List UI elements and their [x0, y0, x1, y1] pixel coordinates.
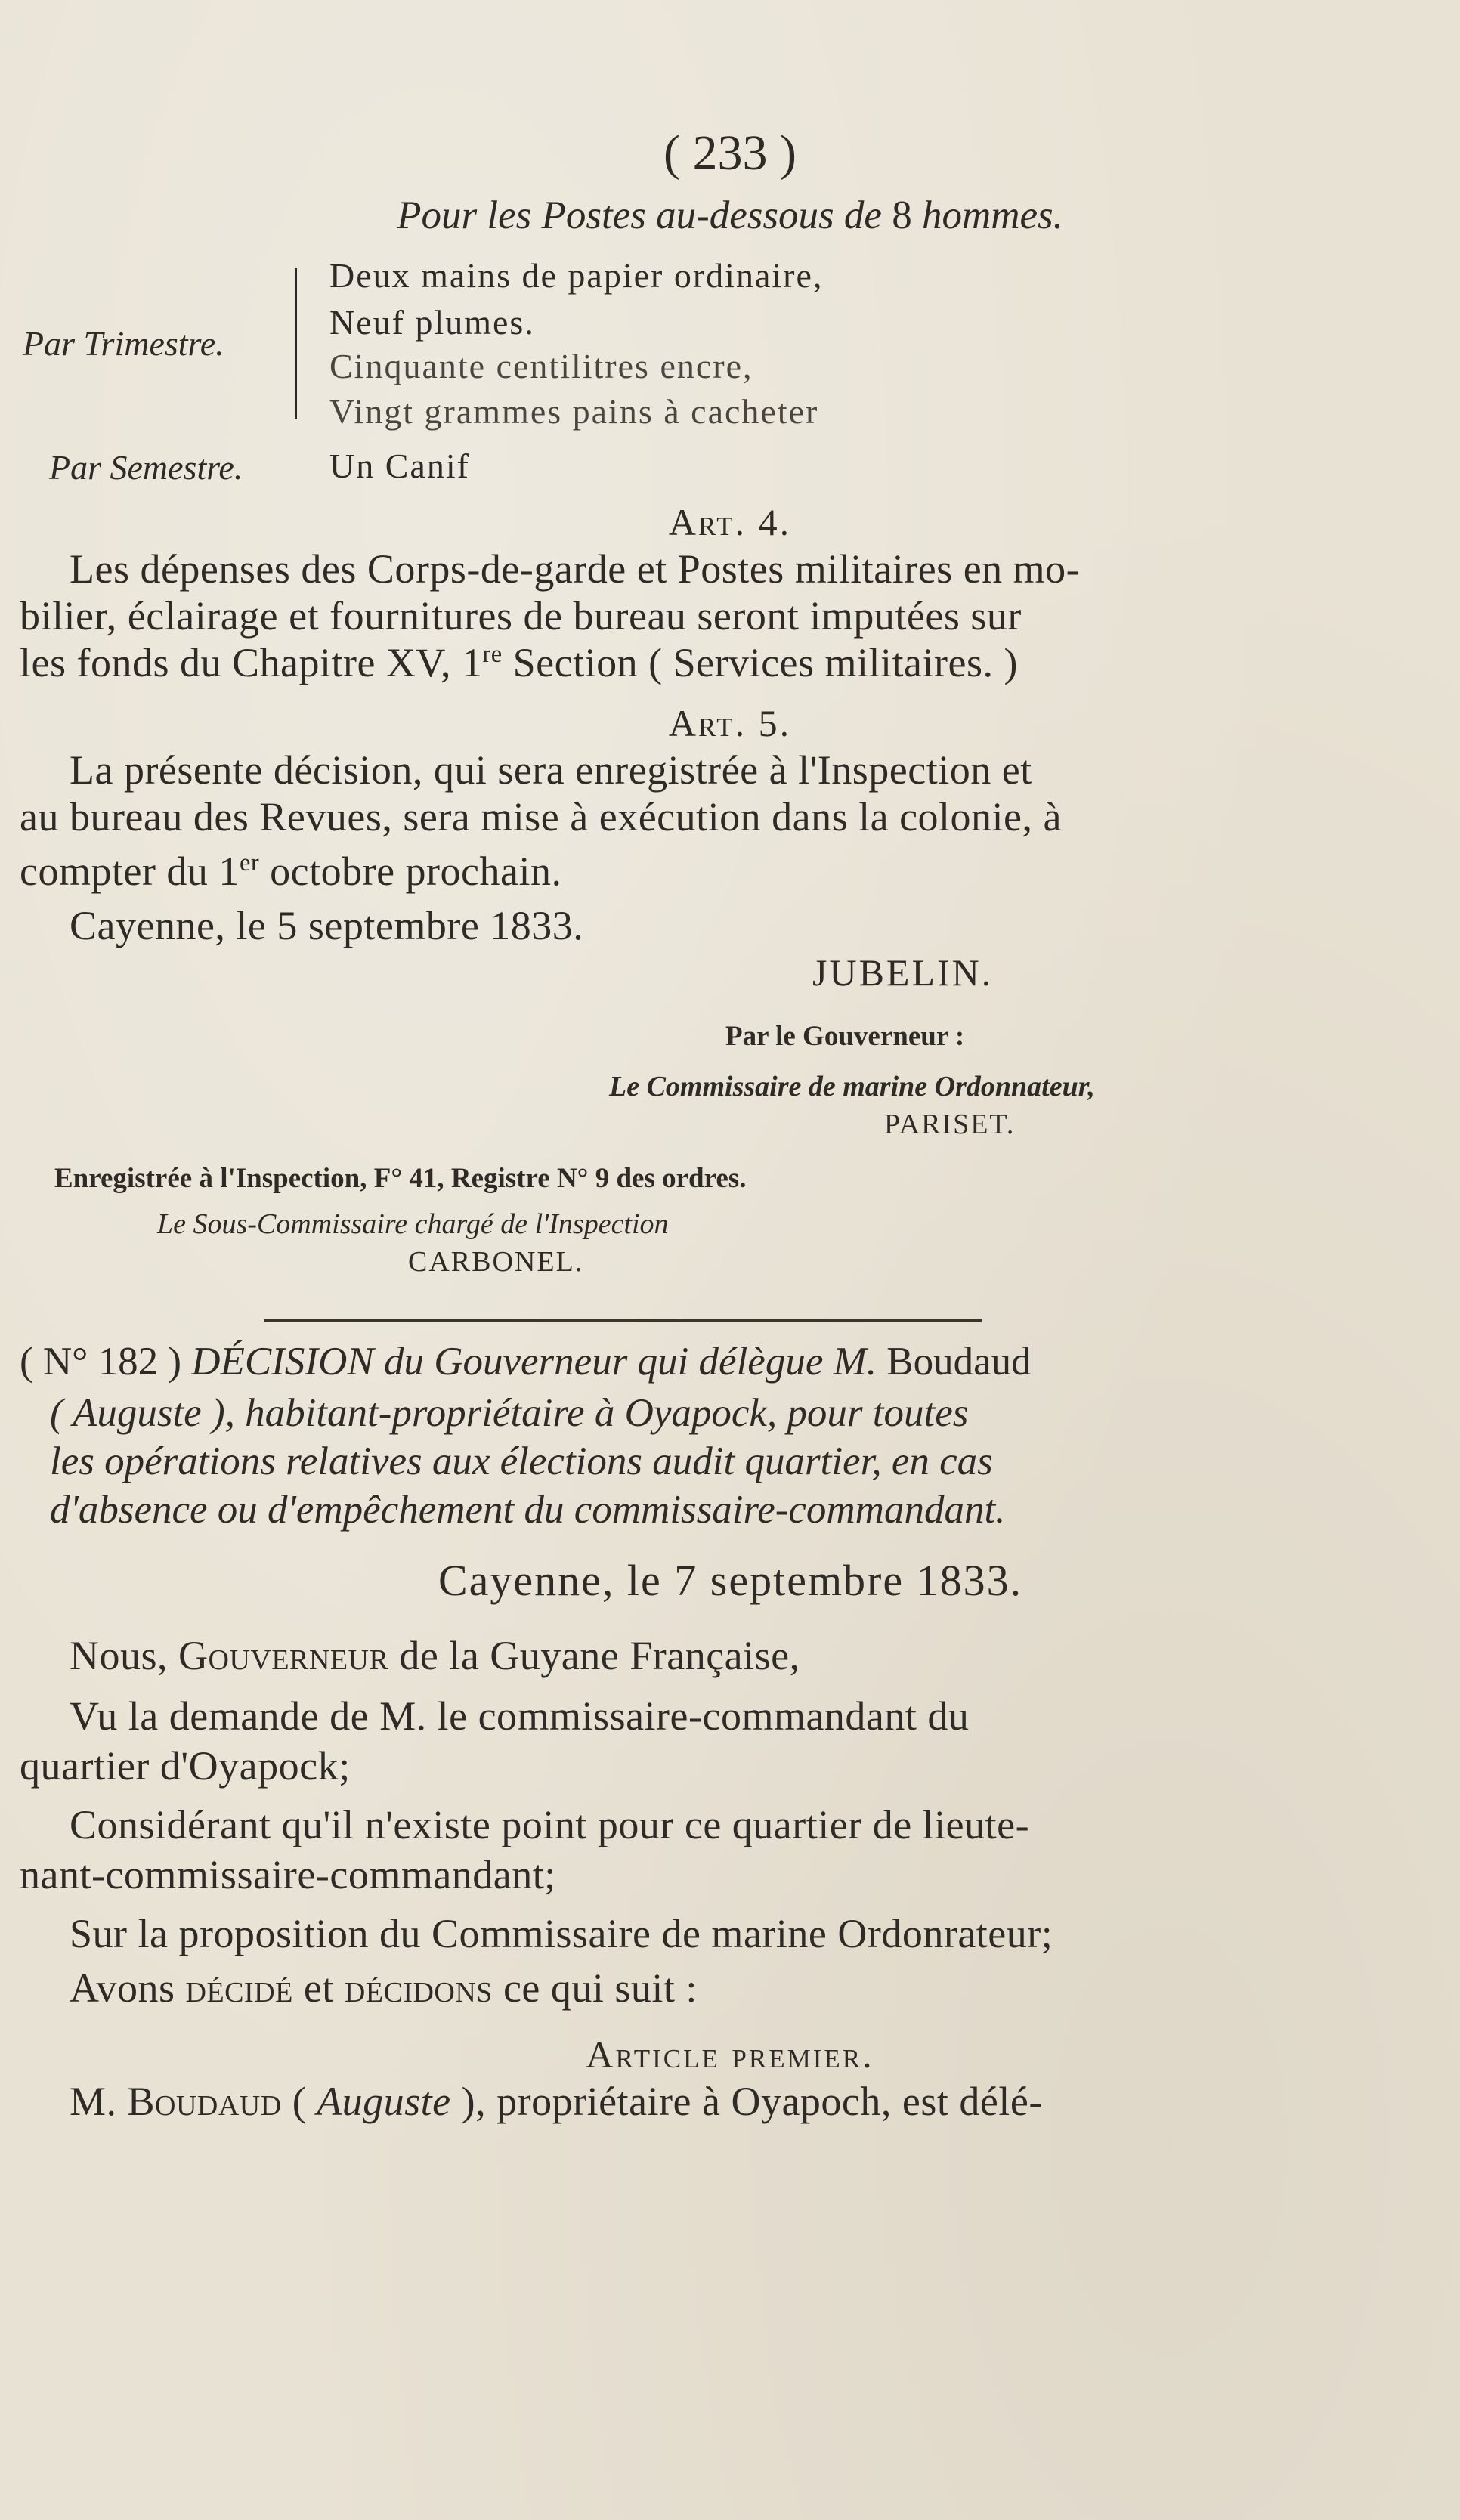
registration-line: Enregistrée à l'Inspection, F° 41, Registre N° 9 des ordres. [54, 1163, 747, 1194]
article-premier-line: M. Boudaud ( Auguste ), propriétaire à Oyapoch, est délé- [70, 2079, 1043, 2124]
decision-preamble: Nous, Gouverneur de la Guyane Française, [70, 1633, 800, 1678]
article-5-line: compter du 1er octobre prochain. [20, 849, 562, 894]
article-5-heading: Art. 5. [668, 702, 792, 744]
article-4-heading: Art. 4. [668, 501, 792, 543]
section-divider [264, 1319, 982, 1322]
decision-body-line: nant-commissaire-commandant; [20, 1852, 556, 1897]
decision-body-line: Considérant qu'il n'existe point pour ce quartier de lieute- [70, 1802, 1030, 1847]
trimester-item: Vingt grammes pains à cacheter [329, 392, 819, 431]
decision-title-line: d'absence ou d'empêchement du commissaire-commandant. [50, 1488, 1006, 1532]
brace-divider [295, 268, 297, 419]
commissaire-name: PARISET. [884, 1108, 1016, 1140]
decision-title-line: ( N° 182 ) DÉCISION du Gouverneur qui délègue M. Boudaud [20, 1340, 1032, 1384]
decision-title-line: ( Auguste ), habitant-propriétaire à Oyapock, pour toutes [50, 1391, 969, 1435]
page-subtitle: Pour les Postes au-dessous de 8 hommes. [397, 193, 1063, 237]
article-5-line: La présente décision, qui sera enregistrée à l'Inspection et [70, 747, 1032, 793]
semester-label: Par Semestre. [49, 448, 243, 487]
semester-item: Un Canif [329, 447, 470, 485]
decision-place-date: Cayenne, le 7 septembre 1833. [438, 1556, 1023, 1605]
decision-body-line: Vu la demande de M. le commissaire-commandant du [70, 1693, 970, 1739]
decision-avons-line: Avons décidé et décidons ce qui suit : [70, 1965, 698, 2011]
article-4-line: les fonds du Chapitre XV, 1re Section ( Services militaires. ) [20, 640, 1018, 685]
article-4-line: Les dépenses des Corps-de-garde et Postes militaires en mo- [70, 546, 1081, 592]
article-5-line: au bureau des Revues, sera mise à exécution dans la colonie, à [20, 794, 1062, 839]
commissaire-title: Le Commissaire de marine Ordonnateur, [609, 1071, 1095, 1102]
sous-commissaire-name: CARBONEL. [408, 1246, 584, 1278]
decision-body-line: quartier d'Oyapock; [20, 1743, 351, 1789]
governor-signature: JUBELIN. [812, 951, 994, 994]
article-premier-heading: Article premier. [586, 2033, 874, 2076]
sous-commissaire-title: Le Sous-Commissaire chargé de l'Inspection [157, 1208, 669, 1240]
trimester-label: Par Trimestre. [23, 324, 224, 363]
decision-body-line: Sur la proposition du Commissaire de marine Ordonrateur; [70, 1911, 1053, 1956]
decision-title-line: les opérations relatives aux élections audit quartier, en cas [50, 1439, 993, 1483]
trimester-item: Cinquante centilitres encre, [329, 347, 753, 385]
article-4-line: bilier, éclairage et fournitures de bureau seront imputées sur [20, 593, 1022, 639]
trimester-item: Neuf plumes. [329, 303, 535, 342]
by-governor-line: Par le Gouverneur : [725, 1021, 965, 1052]
page-number: ( 233 ) [663, 125, 797, 181]
trimester-item: Deux mains de papier ordinaire, [329, 256, 824, 295]
signature-date-line: Cayenne, le 5 septembre 1833. [70, 903, 584, 948]
